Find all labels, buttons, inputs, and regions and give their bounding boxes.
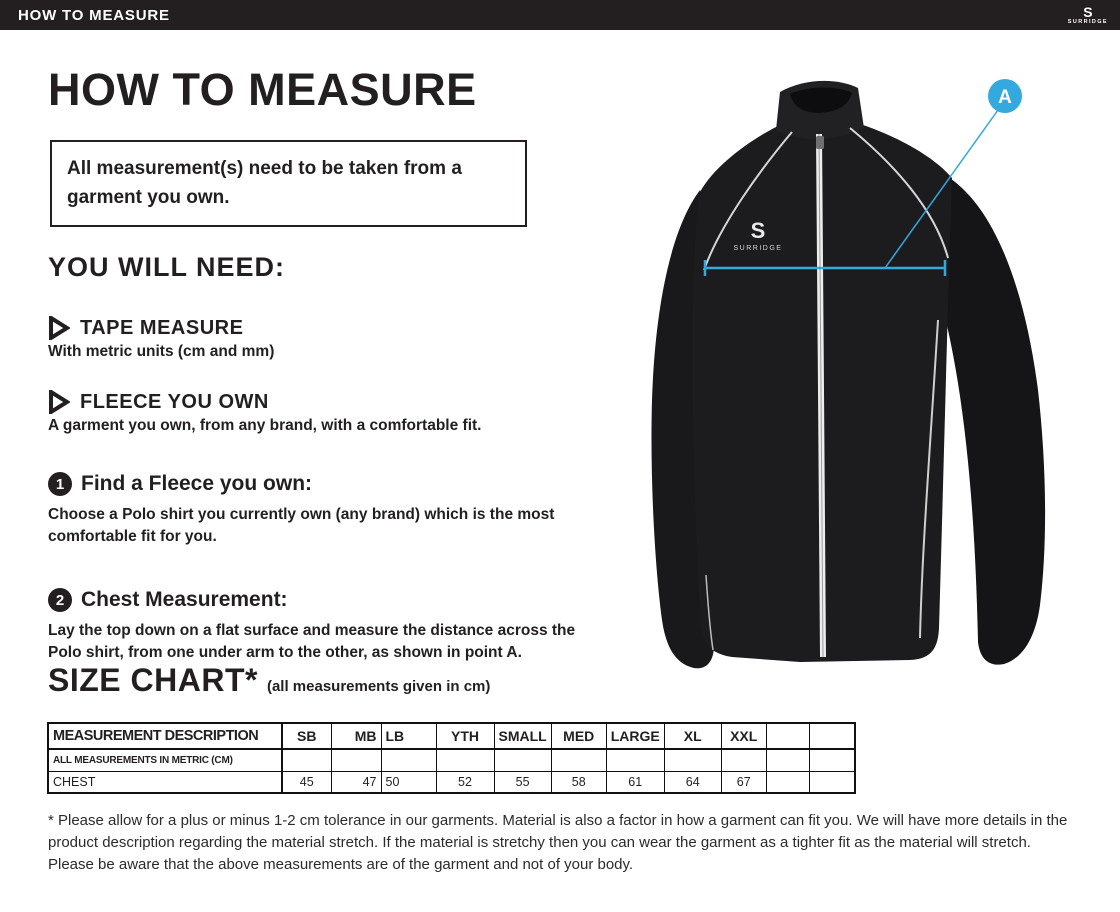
svg-text:S: S [750, 218, 766, 243]
page-title: HOW TO MEASURE [48, 64, 477, 115]
need-item-description: With metric units (cm and mm) [48, 343, 275, 360]
size-chart-cell [766, 749, 809, 771]
size-chart-header-cell: XL [664, 723, 721, 749]
measurement-notice-box: All measurement(s) need to be taken from a garment you own. [50, 140, 527, 227]
size-chart-cell: 52 [436, 771, 494, 793]
size-chart-header-cell: SB [282, 723, 331, 749]
tolerance-footnote: * Please allow for a plus or minus 1-2 cm tolerance in our garments. Material is also a factor in how a garment can fit you. We will have more details in the product description regarding the material stretch. If the material is stretchy then you can wear the garment as a tighter fit as the material will stretch. Please be aware that the above measurements are of the garment and not of your body. [48, 812, 1068, 873]
size-chart-header-cell: SMALL [494, 723, 551, 749]
size-chart-cell [381, 749, 436, 771]
size-chart-header-row [48, 723, 855, 749]
size-chart-cell [606, 749, 664, 771]
point-a-label: A [998, 87, 1012, 108]
step-description: Lay the top down on a flat surface and measure the distance across the Polo shirt, from one under arm to the other, as shown in point A. [48, 622, 576, 662]
size-chart-cell [282, 749, 331, 771]
svg-text:SURRIDGE: SURRIDGE [733, 245, 783, 252]
step-title: Find a Fleece you own: [81, 472, 313, 495]
size-chart-heading-row [48, 662, 490, 699]
size-chart-cell: 61 [606, 771, 664, 793]
size-chart-cell [551, 749, 606, 771]
size-chart-cell: 47 [331, 771, 381, 793]
need-item-label: FLEECE YOU OWN [80, 390, 269, 413]
step-title: Chest Measurement: [81, 588, 288, 611]
size-chart-row [48, 749, 855, 771]
size-chart-header-cell [766, 723, 809, 749]
fleece-jacket-figure [600, 30, 1120, 710]
size-chart-cell: 67 [721, 771, 766, 793]
need-item-description: A garment you own, from any brand, with a comfortable fit. [48, 417, 482, 434]
size-chart-header-cell: LARGE [606, 723, 664, 749]
size-chart-cell: 58 [551, 771, 606, 793]
size-chart-header-cell: MB [331, 723, 381, 749]
size-chart-cell: 64 [664, 771, 721, 793]
size-chart-cell: ALL MEASUREMENTS IN METRIC (CM) [48, 749, 282, 771]
size-chart-header-cell [809, 723, 855, 749]
size-chart-cell [809, 749, 855, 771]
jacket-right-sleeve [940, 175, 1045, 665]
size-chart-header-cell: MED [551, 723, 606, 749]
size-chart-title: SIZE CHART* [48, 662, 258, 698]
need-item-tape-measure [48, 316, 608, 361]
size-chart-header-cell: LB [381, 723, 436, 749]
surridge-s-icon: S [1083, 3, 1093, 20]
step-1-find-fleece [48, 472, 608, 549]
you-will-need-heading: YOU WILL NEED: [48, 252, 286, 282]
size-chart-cell: 55 [494, 771, 551, 793]
size-chart-header-cell: XXL [721, 723, 766, 749]
size-chart-cell [809, 771, 855, 793]
size-chart-table [47, 722, 856, 794]
top-bar-title: HOW TO MEASURE [18, 6, 170, 24]
size-chart-cell: CHEST [48, 771, 282, 793]
size-chart-row [48, 771, 855, 793]
step-number-badge: 1 [48, 472, 72, 496]
size-chart-cell [494, 749, 551, 771]
size-chart-cell [331, 749, 381, 771]
top-title-bar [0, 0, 1120, 30]
size-chart-cell: 50 [381, 771, 436, 793]
size-chart-header-cell: YTH [436, 723, 494, 749]
size-chart-header-cell: MEASUREMENT DESCRIPTION [48, 723, 282, 749]
step-description: Choose a Polo shirt you currently own (any brand) which is the most comfortable fit for you. [48, 506, 555, 546]
fleece-jacket-image [600, 30, 1120, 710]
jacket-zip-pull-icon [816, 136, 824, 149]
step-2-chest-measurement [48, 588, 608, 665]
surridge-logo [1068, 5, 1108, 26]
step-number-badge: 2 [48, 588, 72, 612]
surridge-logo-text: SURRIDGE [1067, 18, 1108, 25]
size-chart-cell: 45 [282, 771, 331, 793]
triangle-bullet-icon [48, 390, 70, 414]
need-item-fleece-you-own [48, 390, 608, 435]
size-chart-cell [664, 749, 721, 771]
size-chart-cell [766, 771, 809, 793]
need-item-label: TAPE MEASURE [80, 316, 244, 339]
size-chart-cell [436, 749, 494, 771]
size-chart-cell [721, 749, 766, 771]
size-chart-subtitle: (all measurements given in cm) [266, 678, 491, 695]
triangle-bullet-icon [48, 316, 70, 340]
